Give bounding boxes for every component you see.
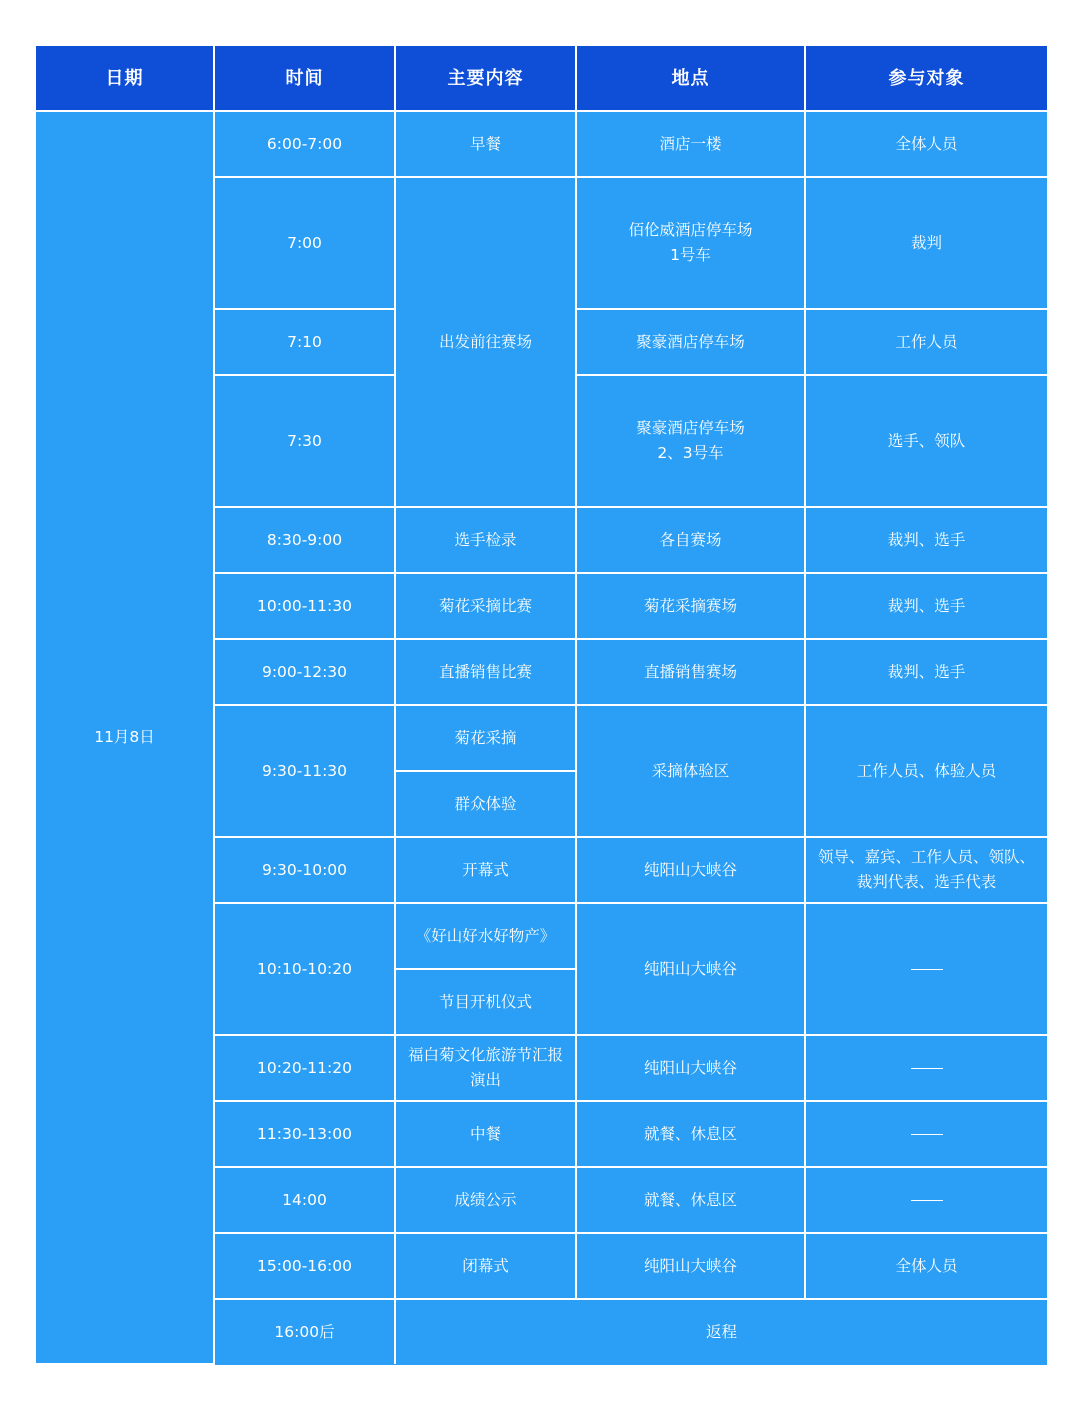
header-content: 主要内容	[395, 46, 576, 111]
place-cell: 采摘体验区	[576, 705, 805, 837]
header-people: 参与对象	[805, 46, 1047, 111]
content-cell: 选手检录	[395, 507, 576, 573]
dash-placeholder	[911, 969, 943, 970]
date-cell: 11月8日	[36, 111, 214, 1364]
place-cell: 就餐、休息区	[576, 1101, 805, 1167]
place-cell: 菊花采摘赛场	[576, 573, 805, 639]
place-line: 佰伦威酒店停车场	[628, 221, 753, 239]
content-cell: 闭幕式	[395, 1233, 576, 1299]
time-cell: 6:00-7:00	[214, 111, 395, 177]
people-cell	[805, 903, 1047, 1035]
place-cell: 聚豪酒店停车场	[576, 309, 805, 375]
content-cell: 菊花采摘	[395, 705, 576, 771]
place-cell	[576, 375, 805, 507]
people-cell	[805, 1167, 1047, 1233]
place-line: 2、3号车	[657, 444, 724, 462]
schedule-table	[36, 46, 1047, 1365]
content-line: 演出	[469, 1071, 501, 1089]
content-cell: 群众体验	[395, 771, 576, 837]
header-time: 时间	[214, 46, 395, 111]
place-cell: 纯阳山大峡谷	[576, 1035, 805, 1101]
content-cell: 中餐	[395, 1101, 576, 1167]
content-cell: 出发前往赛场	[395, 177, 576, 507]
people-cell	[805, 837, 1047, 903]
header-date: 日期	[36, 46, 214, 111]
people-cell: 裁判、选手	[805, 507, 1047, 573]
time-cell: 14:00	[214, 1167, 395, 1233]
time-cell: 7:30	[214, 375, 395, 507]
place-cell: 酒店一楼	[576, 111, 805, 177]
time-cell: 15:00-16:00	[214, 1233, 395, 1299]
time-cell: 9:30-10:00	[214, 837, 395, 903]
place-cell: 纯阳山大峡谷	[576, 837, 805, 903]
people-line: 领导、嘉宾、工作人员、领队、	[817, 848, 1035, 866]
dash-placeholder	[911, 1200, 943, 1201]
content-cell	[395, 1035, 576, 1101]
content-line: 福白菊文化旅游节汇报	[407, 1046, 563, 1064]
content-cell: 早餐	[395, 111, 576, 177]
time-cell: 7:10	[214, 309, 395, 375]
place-cell: 就餐、休息区	[576, 1167, 805, 1233]
table-row	[36, 111, 1047, 177]
people-line: 裁判代表、选手代表	[856, 873, 997, 891]
people-cell: 裁判	[805, 177, 1047, 309]
time-cell: 7:00	[214, 177, 395, 309]
table-header-row	[36, 46, 1047, 111]
time-cell: 10:10-10:20	[214, 903, 395, 1035]
place-cell: 各自赛场	[576, 507, 805, 573]
content-cell: 开幕式	[395, 837, 576, 903]
place-line: 1号车	[670, 246, 711, 264]
people-cell: 全体人员	[805, 1233, 1047, 1299]
content-cell: 菊花采摘比赛	[395, 573, 576, 639]
time-cell: 10:00-11:30	[214, 573, 395, 639]
time-cell: 8:30-9:00	[214, 507, 395, 573]
dash-placeholder	[911, 1068, 943, 1069]
place-cell: 直播销售赛场	[576, 639, 805, 705]
place-cell	[576, 177, 805, 309]
dash-placeholder	[911, 1134, 943, 1135]
time-cell: 11:30-13:00	[214, 1101, 395, 1167]
people-cell: 裁判、选手	[805, 573, 1047, 639]
content-cell: 节目开机仪式	[395, 969, 576, 1035]
people-cell: 工作人员	[805, 309, 1047, 375]
place-line: 聚豪酒店停车场	[636, 419, 745, 437]
time-cell: 9:00-12:30	[214, 639, 395, 705]
content-cell: 成绩公示	[395, 1167, 576, 1233]
content-cell: 直播销售比赛	[395, 639, 576, 705]
people-cell: 裁判、选手	[805, 639, 1047, 705]
content-cell: 《好山好水好物产》	[395, 903, 576, 969]
people-cell	[805, 1035, 1047, 1101]
place-cell: 纯阳山大峡谷	[576, 1233, 805, 1299]
people-cell: 全体人员	[805, 111, 1047, 177]
header-place: 地点	[576, 46, 805, 111]
people-cell: 选手、领队	[805, 375, 1047, 507]
time-cell: 9:30-11:30	[214, 705, 395, 837]
time-cell: 10:20-11:20	[214, 1035, 395, 1101]
people-cell: 工作人员、体验人员	[805, 705, 1047, 837]
time-cell: 16:00后	[214, 1299, 395, 1364]
content-cell: 返程	[395, 1299, 1047, 1364]
people-cell	[805, 1101, 1047, 1167]
place-cell: 纯阳山大峡谷	[576, 903, 805, 1035]
schedule-table-wrapper	[36, 46, 1047, 1365]
